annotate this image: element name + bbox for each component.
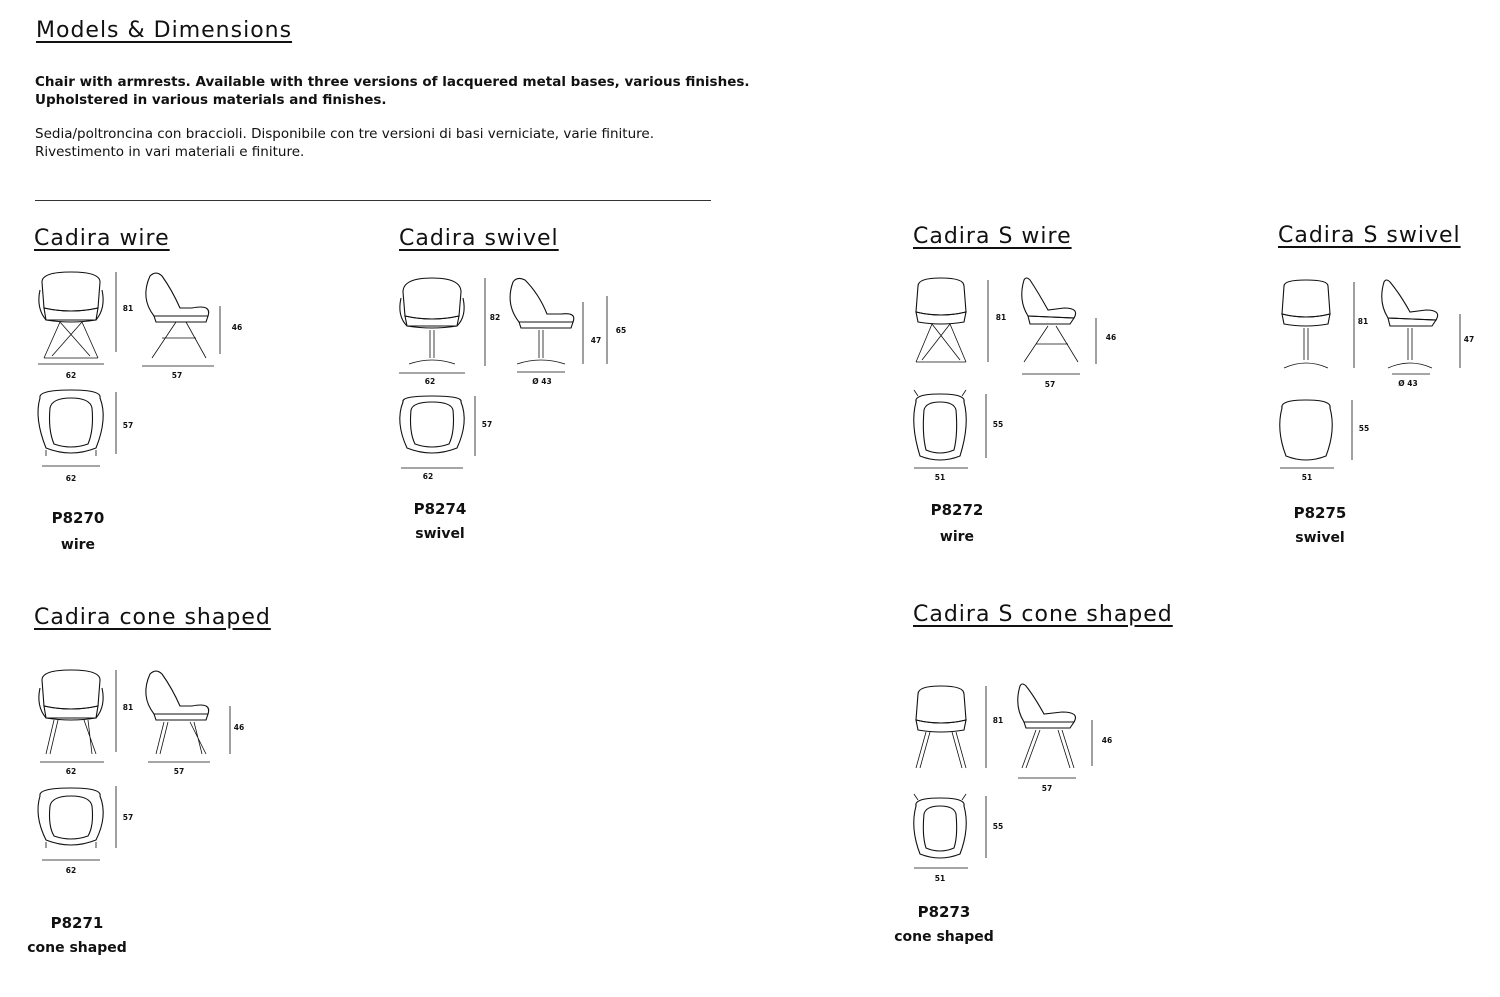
model-title-cadira-s-wire: Cadira S wire xyxy=(913,224,1072,249)
dim-top-depth: 55 xyxy=(992,420,1004,429)
dim-side-base: Ø 43 xyxy=(1398,379,1418,388)
dim-side-base: Ø 43 xyxy=(532,377,552,386)
cadira-cone-shaped-drawing xyxy=(30,666,250,866)
description-en-line: Upholstered in various materials and finishes. xyxy=(35,92,387,108)
dim-front-height: 81 xyxy=(122,304,134,313)
dim-front-height: 82 xyxy=(489,313,501,322)
dim-side-height: 46 xyxy=(233,723,245,732)
dim-top-depth: 55 xyxy=(1358,424,1370,433)
dim-top-width: 51 xyxy=(1301,473,1313,482)
dim-top-width: 51 xyxy=(934,874,946,883)
page-title: Models & Dimensions xyxy=(36,18,293,43)
model-title-cadira-s-cone-shaped: Cadira S cone shaped xyxy=(913,602,1173,627)
divider-line xyxy=(35,200,711,201)
dim-top-depth: 55 xyxy=(992,822,1004,831)
dim-side-depth: 57 xyxy=(1044,380,1056,389)
dim-top-depth: 57 xyxy=(122,421,134,430)
model-code: P8274 xyxy=(413,500,467,518)
cadira-s-wire-drawing xyxy=(908,274,1128,474)
model-finish: swivel xyxy=(415,526,465,542)
dim-front-width: 62 xyxy=(424,377,436,386)
model-finish: cone shaped xyxy=(894,929,994,945)
dim-side-height: 46 xyxy=(231,323,243,332)
dim-side-seat: 47 xyxy=(1463,335,1475,344)
model-finish: swivel xyxy=(1295,530,1345,546)
dim-side-height: 46 xyxy=(1105,333,1117,342)
description-it-line: Rivestimento in vari materiali e finiture. xyxy=(35,144,305,160)
dim-front-width: 62 xyxy=(65,371,77,380)
dim-side-seat: 47 xyxy=(590,336,602,345)
dim-side-depth: 57 xyxy=(1041,784,1053,793)
cadira-s-cone-shaped-drawing xyxy=(908,682,1128,882)
model-finish: wire xyxy=(60,537,96,553)
dim-top-width: 62 xyxy=(422,472,434,481)
dim-side-depth: 57 xyxy=(173,767,185,776)
dim-top-depth: 57 xyxy=(481,420,493,429)
dim-top-depth: 57 xyxy=(122,813,134,822)
model-title-cadira-swivel: Cadira swivel xyxy=(399,226,559,251)
description-italian xyxy=(35,125,654,161)
dim-side-depth: 57 xyxy=(171,371,183,380)
model-title-cadira-wire: Cadira wire xyxy=(34,226,170,251)
dim-front-height: 81 xyxy=(122,703,134,712)
cadira-wire-drawing xyxy=(30,268,250,468)
model-code: P8273 xyxy=(917,903,971,921)
model-code: P8272 xyxy=(930,501,984,519)
dim-front-width: 62 xyxy=(65,767,77,776)
model-code: P8275 xyxy=(1293,504,1347,522)
dim-top-width: 62 xyxy=(65,474,77,483)
dim-top-width: 62 xyxy=(65,866,77,875)
model-code: P8271 xyxy=(50,914,104,932)
cadira-s-swivel-drawing xyxy=(1274,276,1484,476)
model-finish: wire xyxy=(939,529,975,545)
model-code: P8270 xyxy=(51,509,105,527)
description-it-line: Sedia/poltroncina con braccioli. Disponibile con tre versioni di basi verniciate, varie finiture. xyxy=(35,126,654,142)
dim-side-height: 46 xyxy=(1101,736,1113,745)
model-title-cadira-s-swivel: Cadira S swivel xyxy=(1278,223,1461,248)
model-title-cadira-cone-shaped: Cadira cone shaped xyxy=(34,605,271,630)
cadira-swivel-drawing xyxy=(395,272,635,472)
description-en-line: Chair with armrests. Available with three versions of lacquered metal bases, various finishes. xyxy=(35,74,750,90)
dim-side-arm: 65 xyxy=(615,326,627,335)
dim-top-width: 51 xyxy=(934,473,946,482)
dim-front-height: 81 xyxy=(992,716,1004,725)
description-english xyxy=(35,73,750,109)
dim-front-height: 81 xyxy=(995,313,1007,322)
dim-front-height: 81 xyxy=(1357,317,1369,326)
model-finish: cone shaped xyxy=(27,940,127,956)
